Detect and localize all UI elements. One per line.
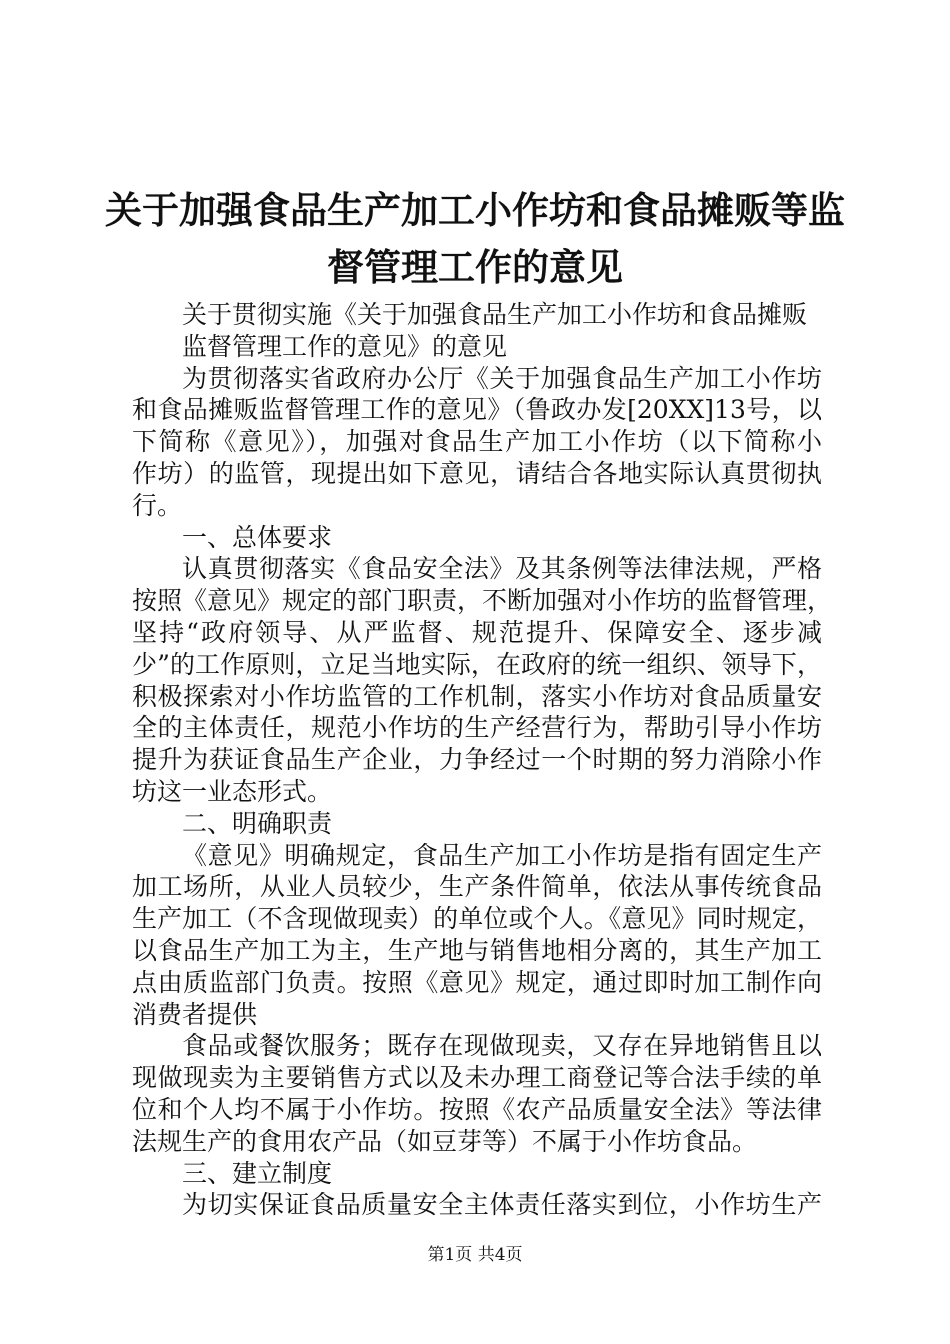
body-line: 关于贯彻实施《关于加强食品生产加工小作坊和食品摊贩 bbox=[182, 300, 808, 329]
page-number-footer: 第1页 共4页 bbox=[427, 1245, 523, 1265]
section-heading: 二、明确职责 bbox=[182, 808, 333, 838]
body-line: 坊这一业态形式。 bbox=[132, 776, 333, 806]
document-body bbox=[132, 299, 833, 1221]
body-line: 现做现卖为主要销售方式以及未办理工商登记等合法手续的单 bbox=[132, 1063, 822, 1093]
body-line: 监督管理工作的意见》的意见 bbox=[182, 331, 508, 361]
body-line: 按照《意见》规定的部门职责，不断加强对小作坊的监督管理， bbox=[132, 586, 833, 616]
body-line: 位和个人均不属于小作坊。按照《农产品质量安全法》等法律 bbox=[132, 1094, 822, 1124]
body-line: 提升为获证食品生产企业，力争经过一个时期的努力消除小作 bbox=[132, 745, 822, 775]
body-line: 作坊）的监管，现提出如下意见，请结合各地实际认真贯彻执 bbox=[132, 458, 822, 488]
body-line: 加工场所，从业人员较少，生产条件简单，依法从事传统食品 bbox=[132, 872, 822, 902]
body-line: 行。 bbox=[132, 490, 183, 520]
body-line: 坚持“政府领导、从严监督、规范提升、保障安全、逐步减 bbox=[132, 617, 822, 647]
section-heading: 三、建立制度 bbox=[182, 1158, 333, 1188]
body-line: 为切实保证食品质量安全主体责任落实到位，小作坊生产 bbox=[182, 1190, 822, 1220]
body-line: 下简称《意见》），加强对食品生产加工小作坊（以下简称小 bbox=[132, 427, 822, 457]
body-line: 点由质监部门负责。按照《意见》规定，通过即时加工制作向 bbox=[132, 967, 822, 997]
body-line: 和食品摊贩监督管理工作的意见》（鲁政办发[20XX]13号，以 bbox=[132, 395, 822, 425]
body-line: 食品或餐饮服务；既存在现做现卖，又存在异地销售且以 bbox=[182, 1031, 822, 1061]
body-line: 以食品生产加工为主，生产地与销售地相分离的，其生产加工 bbox=[132, 935, 822, 965]
body-line: 认真贯彻落实《食品安全法》及其条例等法律法规，严格 bbox=[182, 554, 822, 584]
body-line: 生产加工（不含现做现卖）的单位或个人。《意见》同时规定， bbox=[132, 904, 822, 934]
document-title-line-2: 督管理工作的意见 bbox=[327, 246, 623, 289]
section-heading: 一、总体要求 bbox=[182, 522, 333, 552]
body-line: 少”的工作原则，立足当地实际，在政府的统一组织、领导下， bbox=[132, 649, 822, 679]
body-line: 积极探索对小作坊监管的工作机制，落实小作坊对食品质量安 bbox=[132, 681, 822, 711]
body-line: 消费者提供 bbox=[132, 999, 258, 1029]
body-line: 《意见》明确规定，食品生产加工小作坊是指有固定生产 bbox=[182, 840, 822, 870]
document-title-line-1: 关于加强食品生产加工小作坊和食品摊贩等监 bbox=[105, 189, 845, 232]
body-line: 为贯彻落实省政府办公厅《关于加强食品生产加工小作坊 bbox=[182, 363, 822, 393]
body-line: 全的主体责任，规范小作坊的生产经营行为，帮助引导小作坊 bbox=[132, 713, 822, 743]
body-line: 法规生产的食用农产品（如豆芽等）不属于小作坊食品。 bbox=[132, 1126, 758, 1156]
